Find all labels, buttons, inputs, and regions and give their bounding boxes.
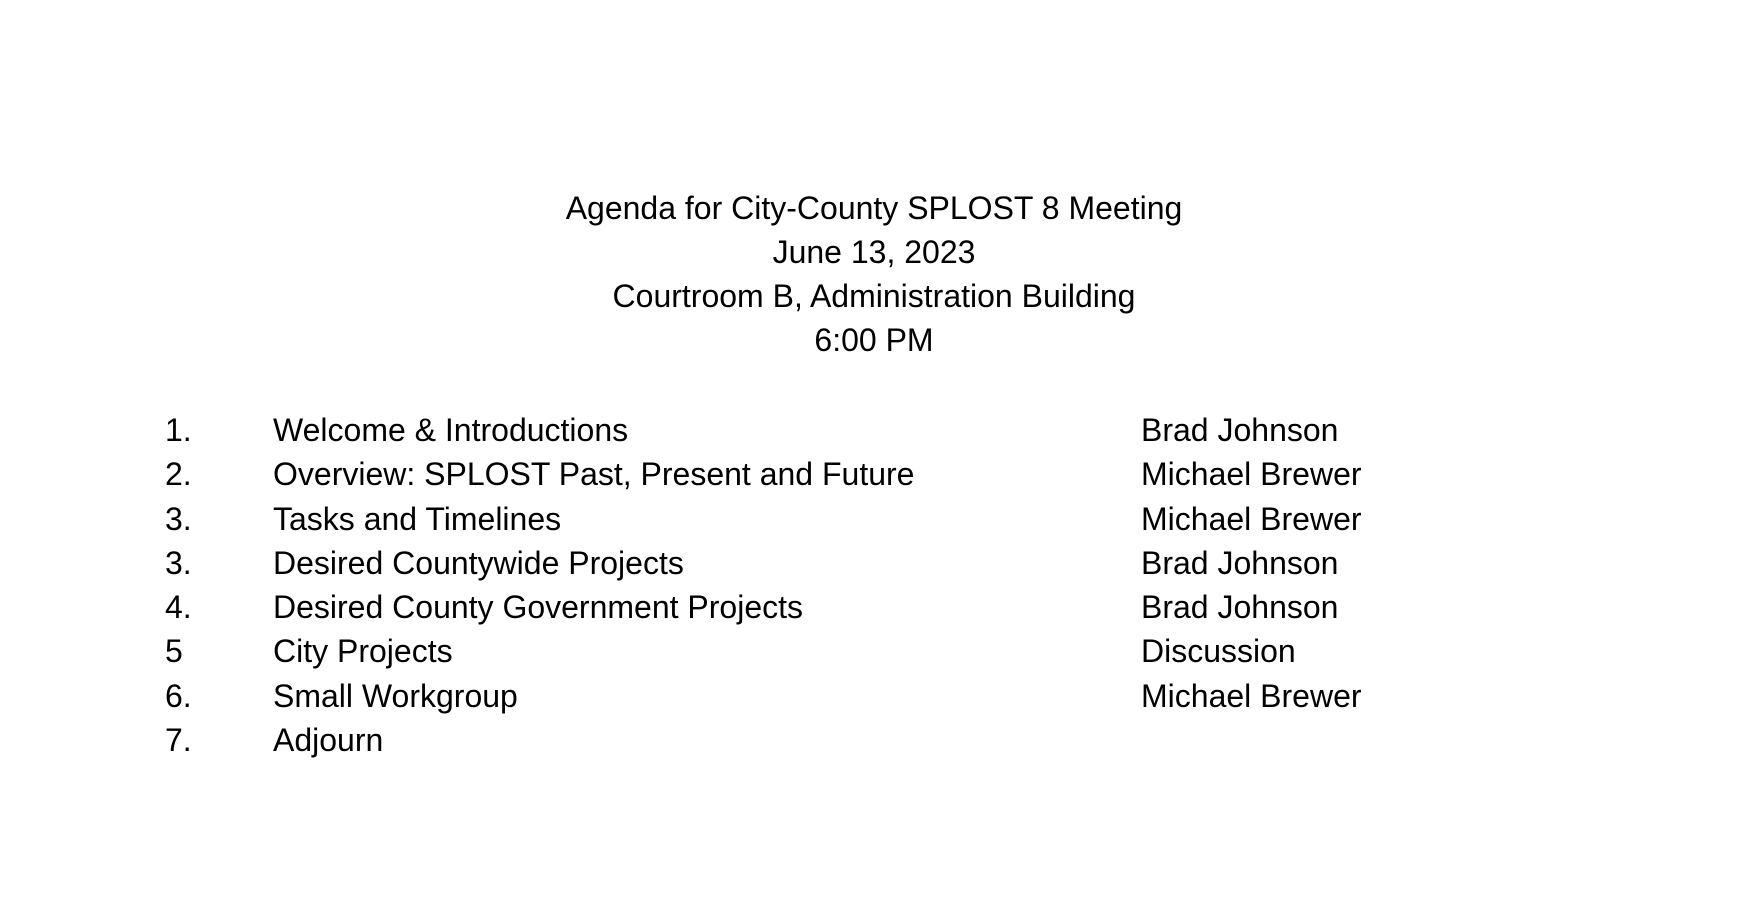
agenda-item bbox=[165, 452, 1465, 496]
meeting-time: 6:00 PM bbox=[814, 322, 934, 358]
agenda-item-number: 1. bbox=[165, 412, 192, 448]
agenda-item-presenter: Brad Johnson bbox=[1141, 544, 1339, 581]
agenda-item-title: Overview: SPLOST Past, Present and Future bbox=[273, 456, 915, 493]
agenda-item-number: 7. bbox=[165, 722, 192, 759]
agenda-item-number: 2. bbox=[165, 456, 192, 493]
agenda-header bbox=[0, 186, 1748, 362]
agenda-item-title: Tasks and Timelines bbox=[273, 500, 562, 537]
agenda-item bbox=[165, 718, 1465, 762]
agenda-item-title: Desired County Government Projects bbox=[273, 589, 803, 626]
agenda-item-presenter: Michael Brewer bbox=[1141, 677, 1362, 714]
meeting-location: Courtroom B, Administration Building bbox=[612, 278, 1136, 314]
agenda-item-title: Welcome & Introductions bbox=[273, 412, 629, 448]
meeting-title: Agenda for City-County SPLOST 8 Meeting bbox=[565, 190, 1183, 226]
agenda-item-title: Adjourn bbox=[273, 722, 384, 759]
agenda-item bbox=[165, 629, 1465, 673]
agenda-item-title: Desired Countywide Projects bbox=[273, 544, 684, 581]
agenda-item-number: 5 bbox=[165, 633, 183, 670]
agenda-item-presenter: Discussion bbox=[1141, 633, 1296, 670]
agenda-item bbox=[165, 585, 1465, 629]
agenda-item bbox=[165, 408, 1465, 452]
meeting-date: June 13, 2023 bbox=[772, 234, 976, 270]
agenda-item-number: 4. bbox=[165, 589, 192, 626]
agenda-item-presenter: Michael Brewer bbox=[1141, 500, 1362, 537]
agenda-item-title: City Projects bbox=[273, 633, 453, 670]
agenda-item-title: Small Workgroup bbox=[273, 677, 518, 714]
agenda-item-number: 3. bbox=[165, 544, 192, 581]
agenda-item bbox=[165, 497, 1465, 541]
agenda-item-number: 3. bbox=[165, 500, 192, 537]
agenda-item-presenter: Brad Johnson bbox=[1141, 589, 1339, 626]
agenda-item-presenter: Michael Brewer bbox=[1141, 456, 1362, 493]
agenda-list bbox=[165, 408, 1465, 762]
agenda-item bbox=[165, 674, 1465, 718]
agenda-item bbox=[165, 541, 1465, 585]
agenda-item-presenter: Brad Johnson bbox=[1141, 412, 1339, 448]
agenda-item-number: 6. bbox=[165, 677, 192, 714]
